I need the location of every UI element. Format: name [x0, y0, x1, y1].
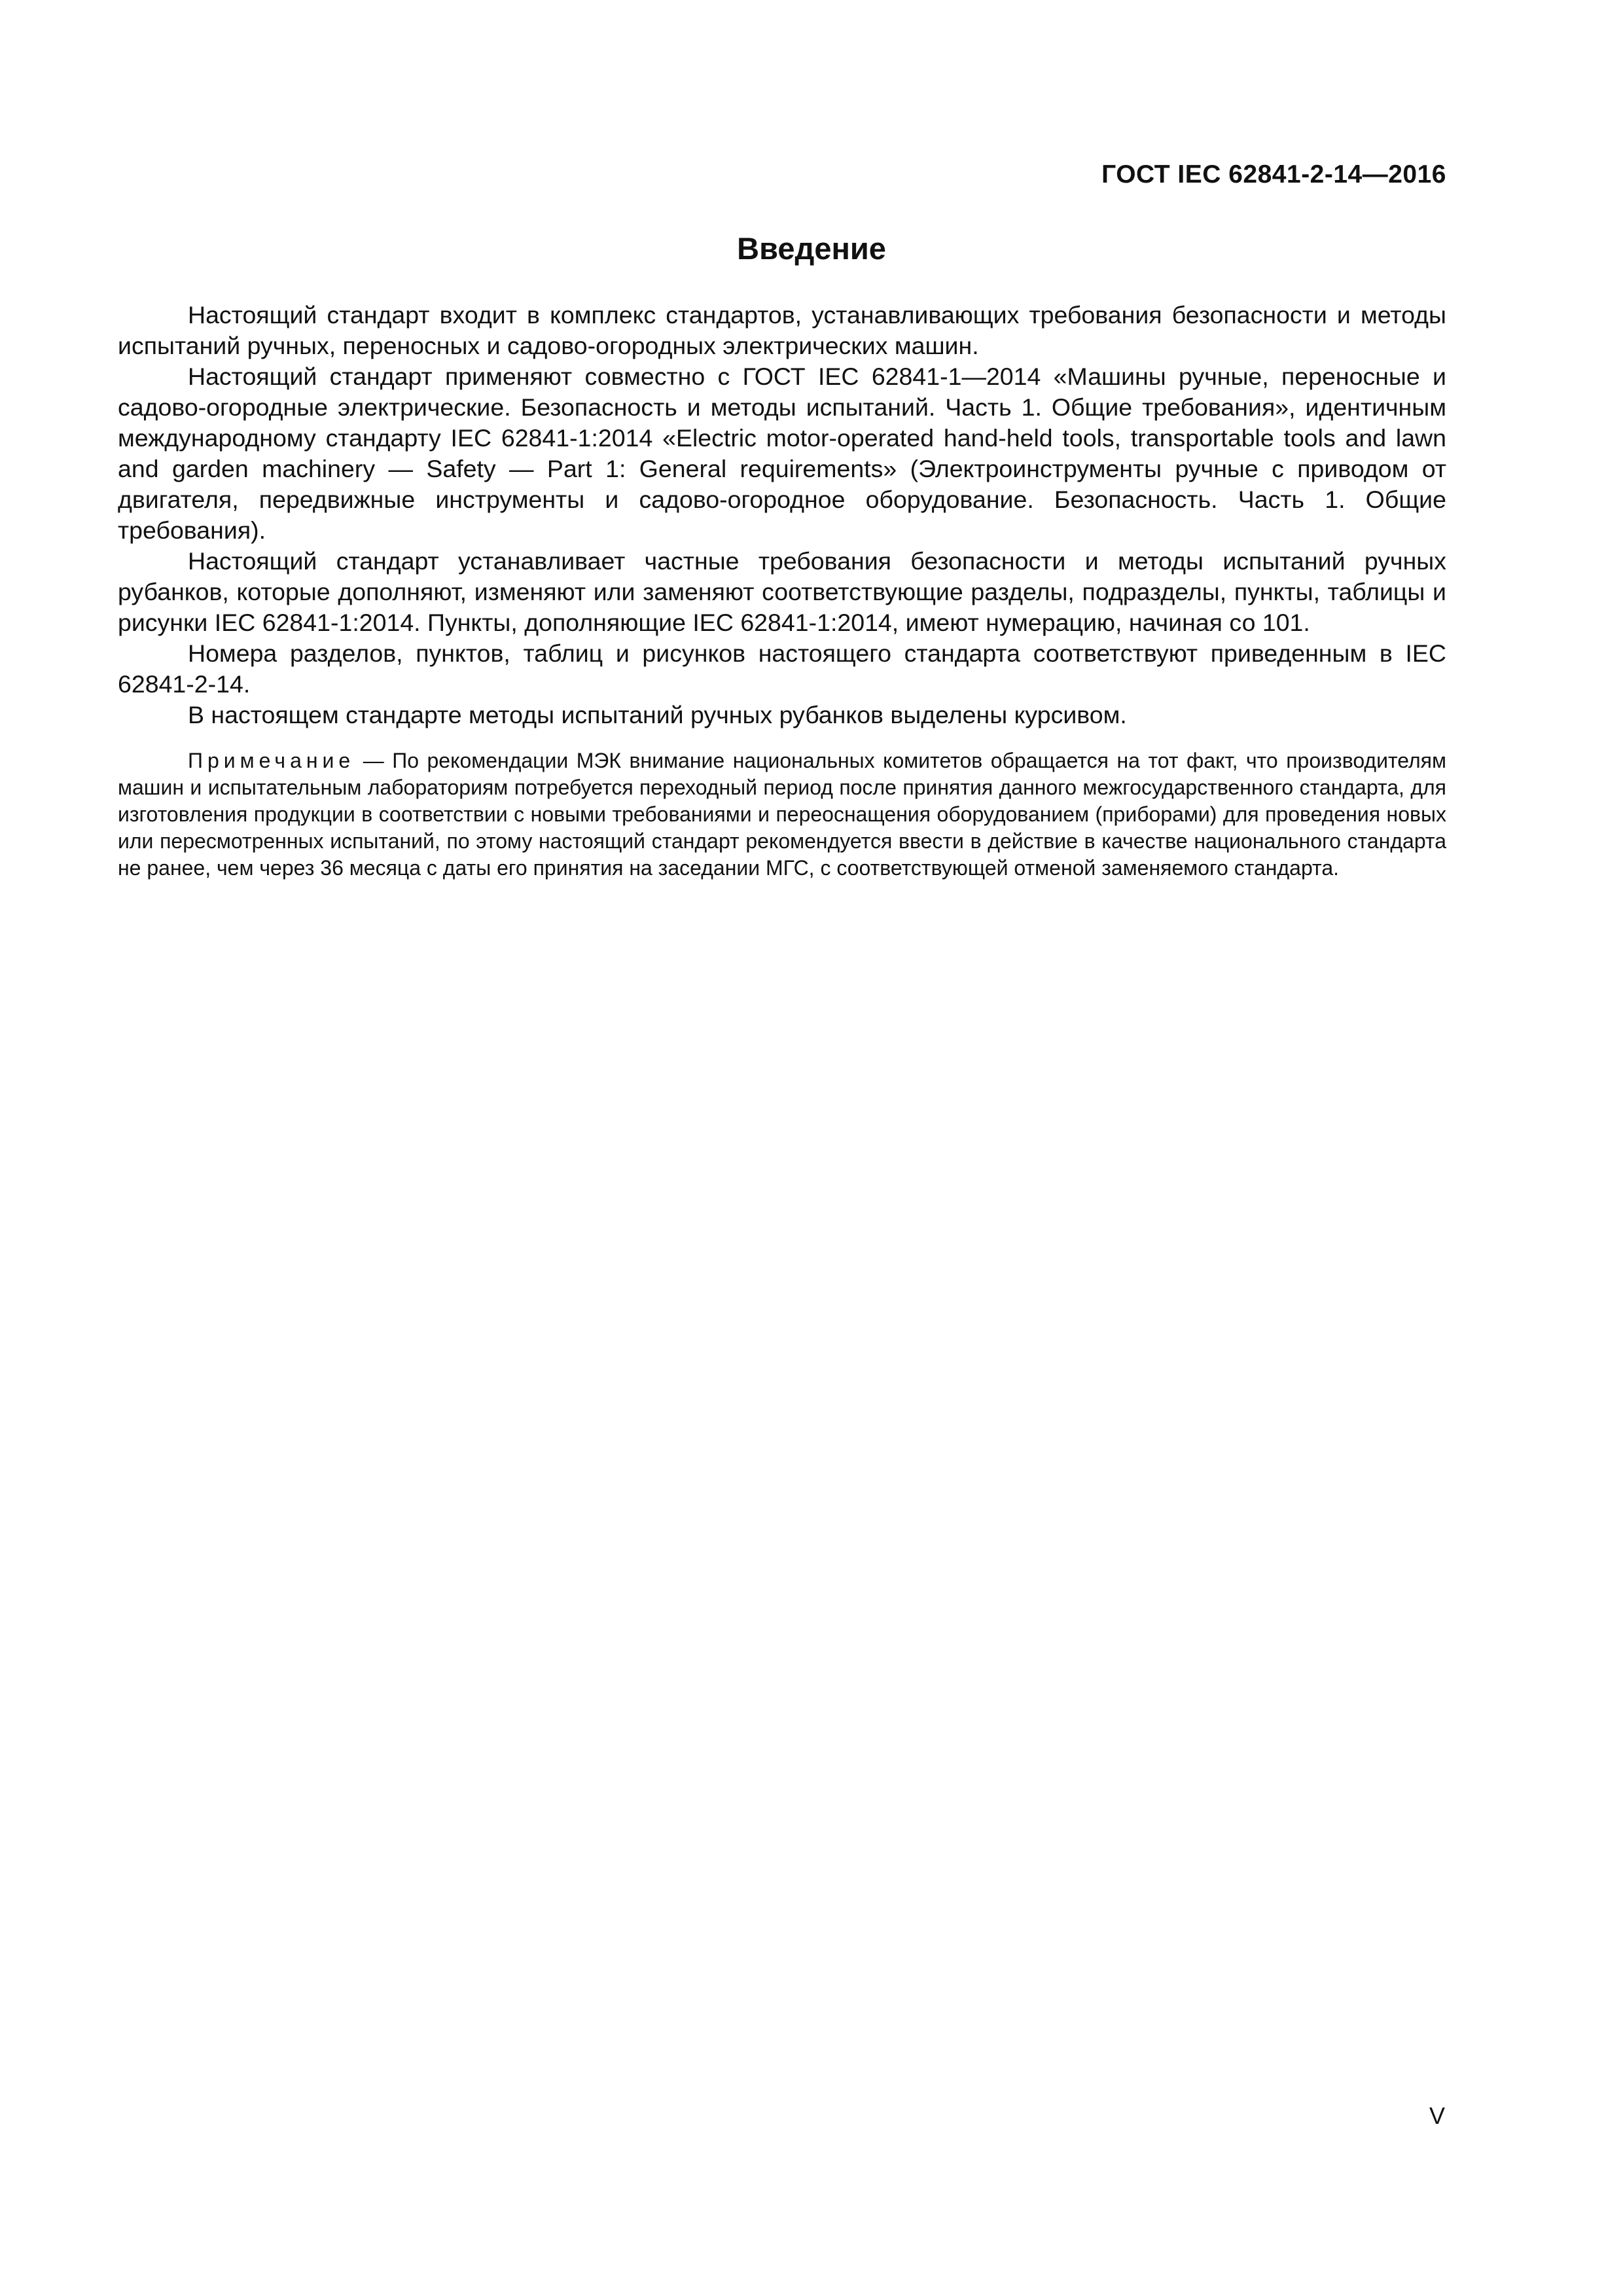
section-title: Введение: [737, 231, 886, 266]
note-label: Примечание: [188, 749, 355, 772]
paragraph-5: В настоящем стандарте методы испытаний ручных рубанков выделены курсивом.: [188, 701, 1127, 728]
paragraph-1: Настоящий стандарт входит в комплекс стандартов, устанавливающих требования безопасности и методы испытаний ручных, переносных и садово-огородных электрических машин.: [118, 301, 1446, 359]
note-paragraph: [118, 747, 1446, 882]
note-text: — По рекомендации МЭК внимание национальных комитетов обращается на тот факт, что производителям машин и испытательным лабораториям потребуется переходный период после принятия данного межгосударственного стандарта, для изготовления продукции в соответствии с новыми требованиями и переоснащения оборудованием (приборами) для проведения новых или пересмотренных испытаний, по этому настоящий стандарт рекомендуется ввести в действие в качестве национального стандарта не ранее, чем через 36 месяца с даты его принятия на заседании МГС, с соответствующей отменой заменяемого стандарта.: [118, 749, 1446, 880]
document-code-header: ГОСТ IEC 62841-2-14—2016: [1101, 160, 1446, 188]
paragraph-4: Номера разделов, пунктов, таблиц и рисунков настоящего стандарта соответствуют приведенным в IEC 62841-2-14.: [118, 639, 1446, 698]
body-text: [118, 300, 1446, 882]
page-number: V: [1429, 2102, 1445, 2129]
paragraph-2: Настоящий стандарт применяют совместно с ГОСТ IEC 62841-1—2014 «Машины ручные, переносные и садово-огородные электрические. Безопасность и методы испытаний. Часть 1. Общие требования», идентичным международному стандарту IEC 62841-1:2014 «Electric motor-operated hand-held tools, transportable tools and lawn and garden machinery — Safety — Part 1: General requirements» (Электроинструменты ручные с приводом от двигателя, передвижные инструменты и садово-огородное оборудование. Безопасность. Часть 1. Общие требования).: [118, 363, 1446, 544]
paragraph-3: Настоящий стандарт устанавливает частные требования безопасности и методы испытаний ручных рубанков, которые дополняют, изменяют или заменяют соответствующие разделы, подразделы, пункты, таблицы и рисунки IEC 62841-1:2014. Пункты, дополняющие IEC 62841-1:2014, имеют нумерацию, начиная со 101.: [118, 547, 1446, 636]
